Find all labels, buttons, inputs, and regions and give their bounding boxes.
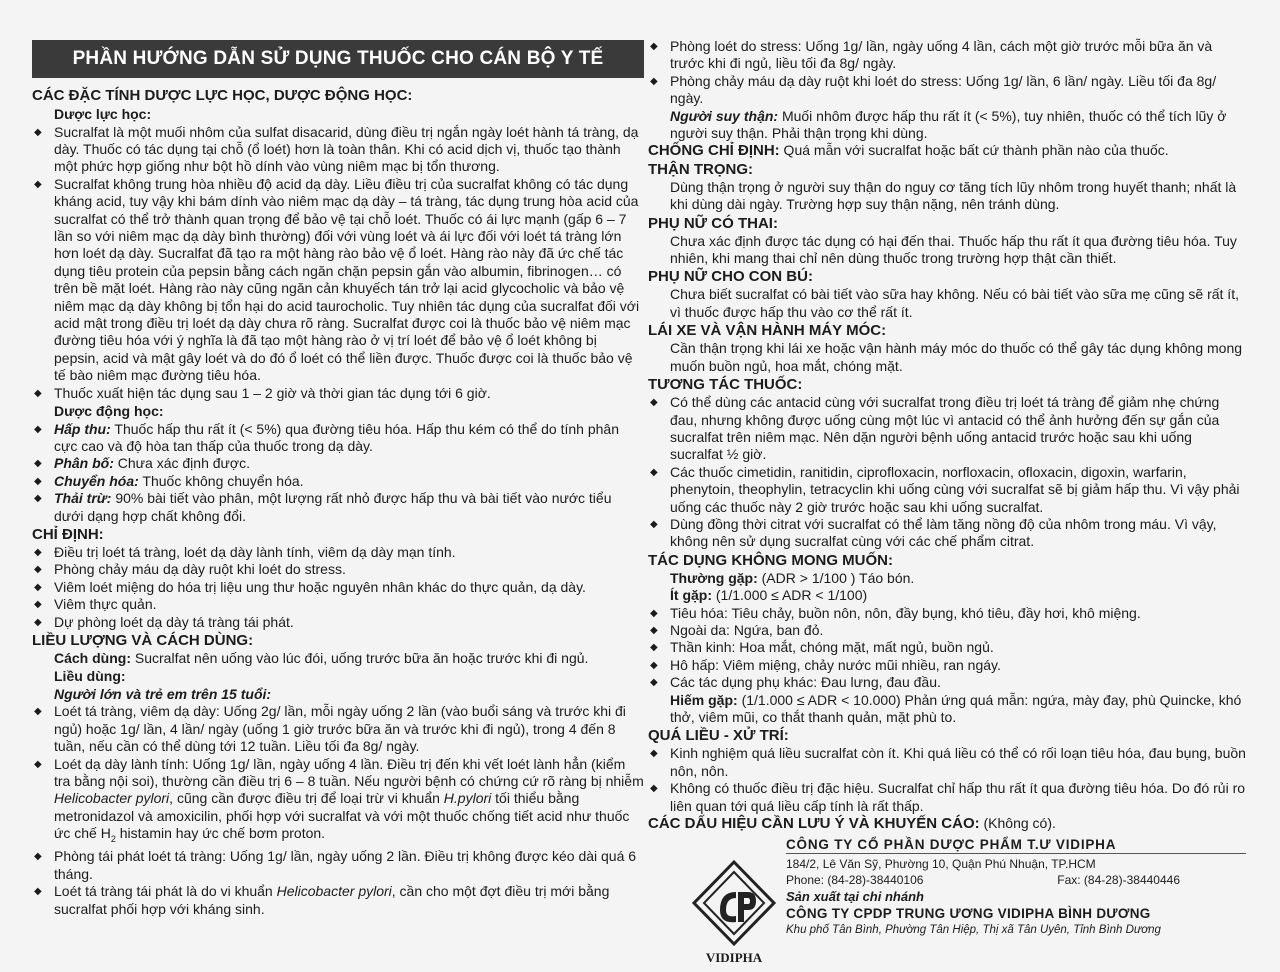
list-item: ◆ Hấp thu: Thuốc hấp thu rất ít (< 5%) qua đường tiêu hóa. Hấp thu kém có thể do tính phân cực cao và độ hòa tan thấp của thuốc trong dạ dày.: [34, 420, 619, 454]
diamond-bullet-icon: ◆: [650, 41, 658, 52]
company-footer: [690, 836, 1250, 966]
pharmacokinetics-list: [32, 421, 644, 525]
diamond-bullet-icon: ◆: [34, 475, 42, 487]
diamond-bullet-icon: ◆: [650, 466, 658, 478]
diamond-bullet-icon: ◆: [34, 493, 42, 505]
list-item: ◆ Phân bố: Chưa xác định được.: [34, 455, 250, 472]
company-phone: Phone: (84-28)-38440106: [786, 873, 924, 887]
diamond-bullet-icon: ◆: [650, 75, 658, 87]
list-item: ◆ Phòng tái phát loét tá tràng: Uống 1g/ lần, ngày uống 2 lần. Điều trị không được kéo dài quá 6 tháng.: [34, 848, 637, 882]
indication-list: [32, 544, 644, 631]
pharmacokinetics-heading: Dược động học:: [54, 403, 164, 419]
list-item: ◆ Chuyển hóa: Thuốc không chuyển hóa.: [34, 472, 304, 489]
company-info: [786, 836, 1246, 938]
list-item: ◆ Loét tá tràng tái phát là do vi khuẩn Helicobacter pylori, cần cho một đợt điều trị mới bằng sucralfat phối hợp với kháng sinh.: [34, 883, 610, 917]
list-item: ◆ Sucralfat là một muối nhôm của sulfat disacarid, dùng điều trị ngắn ngày loét hành tá tràng, dạ dày. Thuốc có tác dụng tại chỗ (ổ loét) hơn là toàn thân. Khi có acid dịch vị, thuốc tạo thành một phức hợp giống như bột hồ dính vào vùng niêm mạc bị tổn thương.: [34, 123, 639, 175]
right-column: [648, 0, 1248, 972]
driving-heading: LÁI XE VÀ VẬN HÀNH MÁY MÓC:: [648, 322, 887, 340]
left-column: [32, 0, 644, 972]
rare-adverse: Hiếm gặp: (1/1.000 ≤ ADR < 10.000) Phản ứng quá mẫn: ngứa, mày đay, phù Quincke, khó thở, viêm mũi, co thắt thanh quản, mặt phù to.: [670, 691, 1242, 725]
list-item: ◆ Thải trừ: 90% bài tiết vào phân, một lượng rất nhỏ được hấp thu và bài tiết vào nước tiểu dưới dạng hợp chất không đổi.: [34, 490, 612, 524]
pharmacology-heading: CÁC ĐẶC TÍNH DƯỢC LỰC HỌC, DƯỢC ĐỘNG HỌC:: [32, 87, 413, 104]
diamond-bullet-icon: ◆: [34, 851, 42, 863]
company-fax: Fax: (84-28)-38440446: [1057, 873, 1180, 887]
diamond-bullet-icon: ◆: [34, 616, 42, 628]
diamond-bullet-icon: ◆: [34, 706, 42, 718]
adverse-heading: TÁC DỤNG KHÔNG MONG MUỐN:: [648, 551, 893, 569]
driving-text: Cần thận trọng khi lái xe hoặc vận hành máy móc do thuốc có thể gây tác dụng không mong muốn buồn ngủ, hoa mắt, chóng mặt.: [670, 340, 1243, 374]
diamond-bullet-icon: ◆: [650, 642, 658, 654]
caution-text: Dùng thận trọng ở người suy thận do nguy cơ tăng tích lũy nhôm trong huyết thanh; nhất là khi dùng dài ngày. Trường hợp suy thận nặng, nên tránh dùng.: [670, 178, 1237, 213]
diamond-bullet-icon: ◆: [650, 518, 658, 530]
diamond-bullet-icon: ◆: [34, 546, 42, 558]
dose-heading: Liều dùng:: [54, 668, 126, 685]
list-item: ◆ Phòng chảy máu dạ dày ruột khi loét do stress: Uống 1g/ lần, 6 lần/ ngày. Liều tối đa 8g/ ngày.: [650, 72, 1217, 107]
pharmacodynamics-list: [32, 124, 644, 403]
warning-paragraph: CÁC DẤU HIỆU CẦN LƯU Ý VÀ KHUYẾN CÁO: (Không có).: [648, 815, 1056, 833]
diamond-bullet-icon: ◆: [34, 387, 42, 399]
list-item: ◆ Kinh nghiệm quá liều sucralfat còn ít. Khi quá liều có thể có rối loạn tiêu hóa, đau bụng, buồn nôn, nôn.: [650, 745, 1246, 779]
section-banner: PHẦN HƯỚNG DẪN SỬ DỤNG THUỐC CHO CÁN BỘ Y TẾ: [32, 40, 644, 78]
diamond-bullet-icon: ◆: [34, 423, 42, 435]
common-adverse: Thường gặp: (ADR > 1/100 ) Táo bón.: [670, 569, 915, 586]
list-item: ◆ Loét dạ dày lành tính: Uống 1g/ lần, ngày uống 4 lần. Điều trị đến khi vết loét lành hẳn (kiểm tra bằng nội soi), thường cần điều trị 6 – 8 tuần. Nếu người bệnh có chứng cứ rõ ràng bị nhiễm Helicobacter pylori, cũng cần được điều trị để loại trừ vi khuẩn H.pylori tối thiểu bằng metronidazol và amoxicilin, phối hợp với sucralfat và với một thuốc chống tiết acid như thuốc ức chế $H_2$ histamin hay ức chế bơm proton.: [32, 756, 644, 849]
diamond-bullet-icon: ◆: [34, 178, 42, 190]
list-item: ◆ Thuốc xuất hiện tác dụng sau 1 – 2 giờ và thời gian tác dụng tới 6 giờ.: [34, 384, 491, 401]
branch-name: CÔNG TY CPDP TRUNG ƯƠNG VIDIPHA BÌNH DƯƠNG: [786, 906, 1151, 921]
diamond-bullet-icon: ◆: [34, 758, 42, 770]
dosage-heading: LIỀU LƯỢNG VÀ CÁCH DÙNG:: [32, 631, 254, 649]
pregnancy-text: Chưa xác định được tác dụng có hại đến thai. Thuốc hấp thu rất ít qua đường tiêu hóa. Tuy nhiên, khi mang thai chỉ nên dùng thuốc trong trường hợp thật cần thiết.: [670, 232, 1237, 267]
diamond-bullet-icon: ◆: [34, 458, 42, 470]
list-item: ◆ Không có thuốc điều trị đặc hiệu. Sucralfat chỉ hấp thu rất ít qua đường tiêu hóa. Do đó rủi ro liên quan tới quá liều cấp tính là rất thấp.: [650, 780, 1246, 814]
list-item: ◆ Tiêu hóa: Tiêu chảy, buồn nôn, nôn, đầy bụng, khó tiêu, đầy hơi, khô miệng.: [650, 604, 1141, 621]
list-item: ◆ Các tác dụng phụ khác: Đau lưng, đau đầu.: [650, 674, 941, 691]
diamond-bullet-icon: ◆: [650, 677, 658, 689]
list-item: ◆ Viêm loét miệng do hóa trị liệu ung thư hoặc nguyên nhân khác do thực quản, dạ dày.: [34, 578, 586, 595]
contraindication-paragraph: CHỐNG CHỈ ĐỊNH: Quá mẫn với sucralfat hoặc bất cứ thành phần nào của thuốc.: [648, 142, 1169, 160]
list-item: ◆ Hô hấp: Viêm miệng, chảy nước mũi nhiều, ran ngáy.: [650, 656, 1001, 673]
footer-divider: [786, 853, 1246, 854]
diamond-bullet-icon: ◆: [34, 126, 42, 138]
list-item: ◆ Sucralfat không trung hòa nhiều độ acid dạ dày. Liều điều trị của sucralfat không có tác dụng kháng acid, tuy vậy khi bám dính vào niêm mạc dạ dày – tá tràng, tác dụng trung hòa acid của sucralfat có thể trở thành quan trọng để bảo vệ tại chỗ loét. Thuốc có ái lực mạnh (gấp 6 – 7 lần so với niêm mạc dạ dày bình thường) đối với vùng loét và ái lực đối với loét tá tràng lớn hơn loét dạ dày. Sucralfat đã tạo ra một hàng rào bảo vệ ổ loét. Hàng rào này đã ức chế tác dụng tiêu protein của pepsin bằng cách ngăn chặn pepsin gắn vào albumin, fibrinogen… có trên bề mặt loét. Hàng rào này cũng ngăn cản khuyếch tán trở lại acid glycocholic và bảo vệ niêm mạc dạ dày không bị tổn hại do acid taurocholic. Tuy nhiên tác dụng của sucralfat đối với acid mật trong điều trị loét dạ dày chưa rõ ràng. Sucralfat được coi là thuốc bảo vệ niêm mạc đường tiêu hóa với ý nghĩa là đã tạo một hàng rào ở vị trí loét để bảo vệ ổ loét không bị pepsin, acid và mật gây loét và do đó ổ loét có thể liền được. Thuốc được coi là thuốc bảo vệ tế bào niêm mạc đường tiêu hóa.: [34, 175, 640, 384]
diamond-bullet-icon: ◆: [34, 886, 42, 898]
list-item: ◆ Thần kinh: Hoa mắt, chóng mặt, mất ngủ, buồn ngủ.: [650, 639, 994, 656]
renal-paragraph: Người suy thận: Muối nhôm được hấp thu rất ít (< 5%), tuy nhiên, thuốc có thể tích lũy ở người suy thận. Phải thận trọng khi dùng.: [670, 107, 1227, 142]
pharmacodynamics-heading: Dược lực học:: [54, 106, 152, 122]
diamond-bullet-icon: ◆: [650, 397, 658, 409]
list-item: ◆ Điều trị loét tá tràng, loét dạ dày lành tính, viêm dạ dày mạn tính.: [34, 543, 456, 560]
list-item: ◆ Ngoài da: Ngứa, ban đỏ.: [650, 621, 824, 638]
uncommon-adverse: Ít gặp: (1/1.000 ≤ ADR < 1/100): [670, 587, 868, 604]
usage-paragraph: Cách dùng: Sucralfat nên uống vào lúc đói, uống trước bữa ăn hoặc trước khi đi ngủ.: [54, 649, 589, 666]
interaction-heading: TƯƠNG TÁC THUỐC:: [648, 376, 803, 394]
diamond-bullet-icon: ◆: [650, 659, 658, 671]
list-item: ◆ Có thể dùng các antacid cùng với sucralfat trong điều trị loét tá tràng để giảm nhẹ chứng đau, nhưng không được uống cùng một lúc vì antacid có thể ảnh hưởng đến sự gắn của sucralfat trên niêm mạc. Nên dặn người bệnh uống antacid trước hoặc sau khi uống sucralfat ½ giờ.: [650, 394, 1220, 463]
diamond-bullet-icon: ◆: [650, 607, 658, 619]
company-contacts: [786, 872, 1246, 888]
made-at: Sản xuất tại chi nhánh: [786, 889, 924, 904]
list-item: ◆ Dự phòng loét dạ dày tá tràng tái phát.: [34, 613, 294, 630]
diamond-bullet-icon: ◆: [34, 564, 42, 576]
adult-dose-heading: Người lớn và trẻ em trên 15 tuổi:: [54, 685, 272, 702]
overdose-heading: QUÁ LIỀU - XỬ TRÍ:: [648, 727, 789, 745]
pregnancy-heading: PHỤ NỮ CÓ THAI:: [648, 214, 778, 232]
diamond-bullet-icon: ◆: [650, 624, 658, 636]
caution-heading: THẬN TRỌNG:: [648, 160, 753, 178]
diamond-bullet-icon: ◆: [650, 783, 658, 795]
list-item: ◆ Phòng loét do stress: Uống 1g/ lần, ngày uống 4 lần, cách một giờ trước mỗi bữa ăn và trước khi đi ngủ, liều tối đa 8g/ ngày.: [650, 38, 1213, 72]
dose-list: [32, 703, 644, 918]
list-item: ◆ Dùng đồng thời citrat với sucralfat có thể làm tăng nồng độ của nhôm trong máu. Vì vậy, không nên sử dụng sucralfat cùng với các chế phẩm citrat.: [650, 515, 1217, 550]
list-item: ◆ Các thuốc cimetidin, ranitidin, ciprofloxacin, norfloxacin, ofloxacin, digoxin, warfarin, phenytoin, theophylin, tetracyclin khi uống cùng với sucralfat sẽ bị giảm hấp thu. Vì vậy phải uống các thuốc này 2 giờ trước hoặc sau khi uống sucralfat.: [650, 463, 1240, 515]
list-item: ◆ Viêm thực quản.: [34, 596, 157, 613]
vidipha-logo-icon: [690, 858, 778, 948]
logo-text: VIDIPHA: [705, 950, 763, 965]
lactation-heading: PHỤ NỮ CHO CON BÚ:: [648, 268, 813, 286]
diamond-bullet-icon: ◆: [34, 581, 42, 593]
diamond-bullet-icon: ◆: [34, 599, 42, 611]
indication-heading: CHỈ ĐỊNH:: [32, 525, 104, 543]
company-name: CÔNG TY CỔ PHẦN DƯỢC PHẨM T.Ư VIDIPHA: [786, 837, 1117, 852]
branch-address: Khu phố Tân Bình, Phường Tân Hiệp, Thị xã Tân Uyên, Tỉnh Bình Dương: [786, 924, 1161, 936]
company-address: 184/2, Lê Văn Sỹ, Phường 10, Quận Phú Nhuận, TP.HCM: [786, 857, 1096, 871]
list-item: ◆ Phòng chảy máu dạ dày ruột khi loét do stress.: [34, 561, 346, 578]
diamond-bullet-icon: ◆: [650, 748, 658, 760]
lactation-text: Chưa biết sucralfat có bài tiết vào sữa hay không. Nếu có bài tiết vào sữa mẹ cũng sẽ rất ít, vì thuốc được hấp thu vào cơ thể rất ít.: [670, 286, 1239, 320]
list-item: ◆ Loét tá tràng, viêm dạ dày: Uống 2g/ lần, mỗi ngày uống 2 lần (vào buổi sáng và trước khi đi ngủ) hoặc 1g/ lần, 4 lần/ ngày (uống 1 giờ trước bữa ăn và trước khi đi ngủ), trong 4 đến 8 tuần, nếu cần có thể dùng tới 12 tuần. Liều tối đa 8g/ ngày.: [34, 703, 626, 755]
